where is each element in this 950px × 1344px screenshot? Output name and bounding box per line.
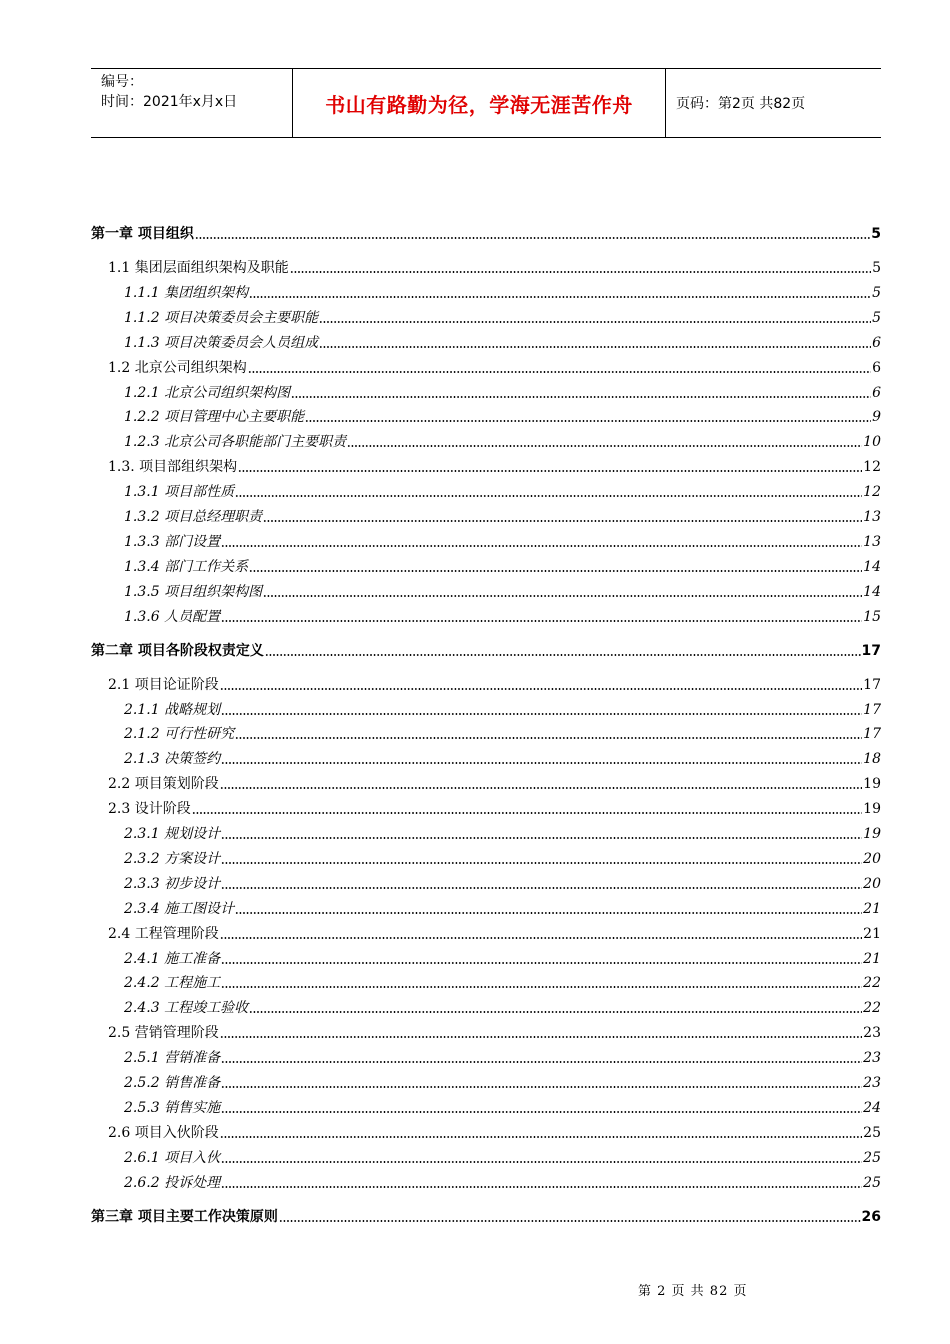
toc-leader-dots: [221, 762, 862, 764]
toc-entry[interactable]: [91, 636, 881, 660]
toc-leader-dots: [263, 595, 862, 597]
header-motto: 书山有路勤为径，学海无涯苦作舟: [293, 69, 666, 137]
toc-entry-label: 第三章 项目主要工作决策原则: [91, 1208, 278, 1225]
toc-entry-page: 25: [863, 1149, 881, 1166]
toc-entry-label: 2.3.4 施工图设计: [124, 900, 235, 917]
toc-entry-page: 25: [863, 1174, 881, 1191]
toc-entry-page: 9: [872, 409, 881, 426]
toc-entry[interactable]: [91, 794, 881, 818]
toc-entry-page: 17: [861, 642, 881, 659]
toc-entry-label: 2.6.2 投诉处理: [124, 1174, 221, 1191]
toc-entry[interactable]: [91, 219, 881, 243]
toc-entry-label: 1.2 北京公司组织架构: [108, 359, 247, 376]
toc-leader-dots: [192, 812, 862, 814]
toc-entry-label: 2.5 营销管理阶段: [108, 1025, 219, 1042]
toc-entry-page: 19: [863, 776, 881, 793]
toc-leader-dots: [263, 520, 862, 522]
toc-leader-dots: [221, 1186, 862, 1188]
toc-entry[interactable]: [91, 1118, 881, 1142]
toc-entry-label: 2.1 项目论证阶段: [108, 676, 219, 693]
toc-entry-label: 第二章 项目各阶段权责定义: [91, 642, 264, 659]
toc-entry-page: 23: [863, 1050, 881, 1067]
document-number-label: 编号：: [101, 74, 143, 90]
toc-leader-dots: [221, 620, 862, 622]
page-footer: 第 2 页 共 82 页: [638, 1284, 748, 1299]
toc-entry-label: 2.3.3 初步设计: [124, 875, 221, 892]
toc-entry-label: 1.2.1 北京公司组织架构图: [124, 384, 291, 401]
toc-entry-page: 13: [863, 509, 881, 525]
toc-entry[interactable]: [91, 552, 881, 576]
toc-leader-dots: [221, 1086, 862, 1088]
toc-entry[interactable]: [91, 502, 881, 526]
toc-entry[interactable]: [91, 894, 881, 918]
toc-entry[interactable]: [91, 819, 881, 843]
toc-leader-dots: [290, 271, 871, 273]
toc-entry-page: 21: [863, 925, 881, 942]
header-page-info: 页码：第2页 共82页: [676, 96, 806, 112]
toc-leader-dots: [319, 321, 871, 323]
toc-entry-label: 第一章 项目组织: [91, 226, 194, 242]
toc-leader-dots: [235, 737, 862, 739]
toc-entry-label: 1.3.2 项目总经理职责: [124, 509, 263, 525]
toc-entry-label: 1.1.2 项目决策委员会主要职能: [124, 309, 319, 326]
toc-entry-label: 2.4.3 工程竣工验收: [124, 1000, 249, 1017]
toc-entry[interactable]: [91, 968, 881, 992]
toc-entry[interactable]: [91, 1093, 881, 1117]
toc-entry[interactable]: [91, 253, 881, 277]
toc-leader-dots: [220, 1136, 862, 1138]
toc-entry[interactable]: [91, 869, 881, 893]
toc-leader-dots: [235, 912, 862, 914]
toc-entry[interactable]: [91, 1168, 881, 1192]
toc-leader-dots: [221, 962, 862, 964]
toc-entry[interactable]: [91, 527, 881, 551]
toc-entry-label: 2.6.1 项目入伙: [124, 1149, 221, 1166]
toc-entry-page: 24: [863, 1099, 881, 1116]
toc-entry[interactable]: [91, 769, 881, 793]
toc-entry-page: 18: [863, 751, 881, 768]
header-meta: [91, 69, 293, 137]
toc-entry[interactable]: [91, 1043, 881, 1067]
toc-leader-dots: [347, 445, 862, 447]
toc-entry-label: 1.3.6 人员配置: [124, 608, 221, 625]
toc-entry[interactable]: [91, 303, 881, 327]
toc-entry[interactable]: [91, 577, 881, 601]
toc-entry-page: 13: [863, 533, 881, 550]
toc-entry-page: 6: [872, 334, 881, 351]
toc-entry-page: 12: [863, 484, 881, 501]
toc-entry[interactable]: [91, 1018, 881, 1042]
toc-entry-label: 1.1 集团层面组织架构及职能: [108, 260, 289, 276]
toc-entry-page: 20: [863, 850, 881, 867]
toc-entry[interactable]: [91, 944, 881, 968]
toc-leader-dots: [221, 837, 862, 839]
toc-entry-label: 1.2.3 北京公司各职能部门主要职责: [124, 434, 347, 451]
toc-leader-dots: [221, 713, 862, 715]
toc-leader-dots: [220, 688, 862, 690]
toc-entry[interactable]: [91, 602, 881, 626]
toc-entry-page: 25: [863, 1124, 881, 1141]
toc-entry-label: 1.1.1 集团组织架构: [124, 284, 249, 301]
toc-entry-page: 6: [872, 359, 881, 376]
toc-entry[interactable]: [91, 993, 881, 1017]
toc-entry-label: 1.1.3 项目决策委员会人员组成: [124, 334, 319, 351]
toc-entry[interactable]: [91, 695, 881, 719]
toc-leader-dots: [221, 887, 862, 889]
toc-entry[interactable]: [91, 452, 881, 476]
toc-leader-dots: [279, 1220, 861, 1222]
toc-entry[interactable]: [91, 427, 881, 451]
toc-entry-label: 2.6 项目入伙阶段: [108, 1124, 219, 1141]
toc-entry-page: 22: [863, 1000, 881, 1017]
toc-entry[interactable]: [91, 719, 881, 743]
toc-leader-dots: [305, 420, 871, 422]
toc-leader-dots: [220, 787, 862, 789]
toc-entry[interactable]: [91, 844, 881, 868]
toc-entry-page: 12: [863, 459, 881, 476]
toc-leader-dots: [248, 371, 871, 373]
toc-entry-label: 2.5.3 销售实施: [124, 1099, 221, 1116]
toc-entry-page: 26: [861, 1208, 881, 1225]
toc-entry-page: 19: [863, 826, 881, 842]
toc-entry-page: 10: [863, 434, 881, 451]
toc-entry-label: 2.4 工程管理阶段: [108, 925, 219, 942]
toc-entry-label: 1.3.4 部门工作关系: [124, 558, 249, 575]
toc-entry-label: 2.4.2 工程施工: [124, 975, 221, 992]
toc-leader-dots: [249, 296, 871, 298]
toc-entry-page: 5: [872, 260, 881, 276]
toc-leader-dots: [221, 986, 862, 988]
toc-entry-label: 1.3.3 部门设置: [124, 533, 221, 550]
toc-entry-page: 14: [863, 558, 881, 575]
toc-leader-dots: [221, 545, 862, 547]
toc-entry[interactable]: [91, 1068, 881, 1092]
toc-entry-label: 2.4.1 施工准备: [124, 950, 221, 967]
toc-leader-dots: [235, 495, 862, 497]
toc-entry-label: 2.1.1 战略规划: [124, 701, 221, 718]
toc-entry-page: 5: [871, 226, 881, 242]
toc-entry-page: 17: [863, 676, 881, 693]
toc-entry[interactable]: [91, 402, 881, 426]
page-header: [91, 68, 881, 138]
toc-entry[interactable]: [91, 328, 881, 352]
toc-leader-dots: [221, 862, 862, 864]
toc-leader-dots: [221, 1111, 862, 1113]
toc-entry[interactable]: [91, 1143, 881, 1167]
toc-leader-dots: [220, 1036, 862, 1038]
toc-entry[interactable]: [91, 353, 881, 377]
toc-leader-dots: [238, 470, 862, 472]
toc-entry-page: 6: [872, 384, 881, 401]
toc-leader-dots: [265, 654, 861, 656]
toc-entry-label: 2.3.2 方案设计: [124, 850, 221, 867]
toc-entry-page: 23: [863, 1025, 881, 1042]
toc-entry-label: 2.1.2 可行性研究: [124, 726, 235, 743]
toc-entry-label: 2.3.1 规划设计: [124, 826, 221, 842]
toc-entry[interactable]: [91, 1202, 881, 1226]
toc-entry-page: 14: [863, 583, 881, 600]
toc-leader-dots: [319, 346, 871, 348]
toc-entry-label: 2.1.3 决策签约: [124, 751, 221, 768]
toc-entry[interactable]: [91, 378, 881, 402]
toc-entry-label: 1.3.5 项目组织架构图: [124, 583, 263, 600]
toc-entry-page: 21: [863, 950, 881, 967]
toc-entry-page: 22: [863, 975, 881, 992]
toc-entry-page: 17: [863, 726, 881, 743]
toc-entry-label: 2.3 设计阶段: [108, 801, 191, 818]
toc-leader-dots: [220, 937, 862, 939]
document-time-label: 时间：2021年x月x日: [101, 94, 238, 110]
toc-leader-dots: [249, 570, 862, 572]
toc-entry-page: 5: [872, 309, 881, 326]
toc-entry-label: 2.5.2 销售准备: [124, 1075, 221, 1091]
toc-leader-dots: [221, 1161, 862, 1163]
toc-entry-page: 20: [863, 875, 881, 892]
toc-entry-label: 1.3.1 项目部性质: [124, 484, 235, 501]
toc-entry-label: 1.2.2 项目管理中心主要职能: [124, 409, 305, 426]
toc-entry-page: 15: [863, 608, 881, 625]
toc-entry-label: 1.3. 项目部组织架构: [108, 459, 238, 476]
toc-entry-label: 2.2 项目策划阶段: [108, 776, 219, 793]
toc-entry-page: 19: [863, 801, 881, 818]
toc-entry[interactable]: [91, 670, 881, 694]
toc-leader-dots: [291, 396, 871, 398]
toc-entry-page: 21: [863, 900, 881, 917]
toc-entry-page: 5: [872, 284, 881, 301]
toc-leader-dots: [249, 1011, 862, 1013]
toc-entry[interactable]: [91, 278, 881, 302]
toc-entry-page: 23: [863, 1075, 881, 1091]
toc-entry-page: 17: [863, 701, 881, 718]
toc-entry[interactable]: [91, 744, 881, 768]
toc-entry-label: 2.5.1 营销准备: [124, 1050, 221, 1067]
toc-entry[interactable]: [91, 919, 881, 943]
toc-entry[interactable]: [91, 477, 881, 501]
toc-leader-dots: [221, 1061, 862, 1063]
toc-leader-dots: [195, 237, 870, 239]
